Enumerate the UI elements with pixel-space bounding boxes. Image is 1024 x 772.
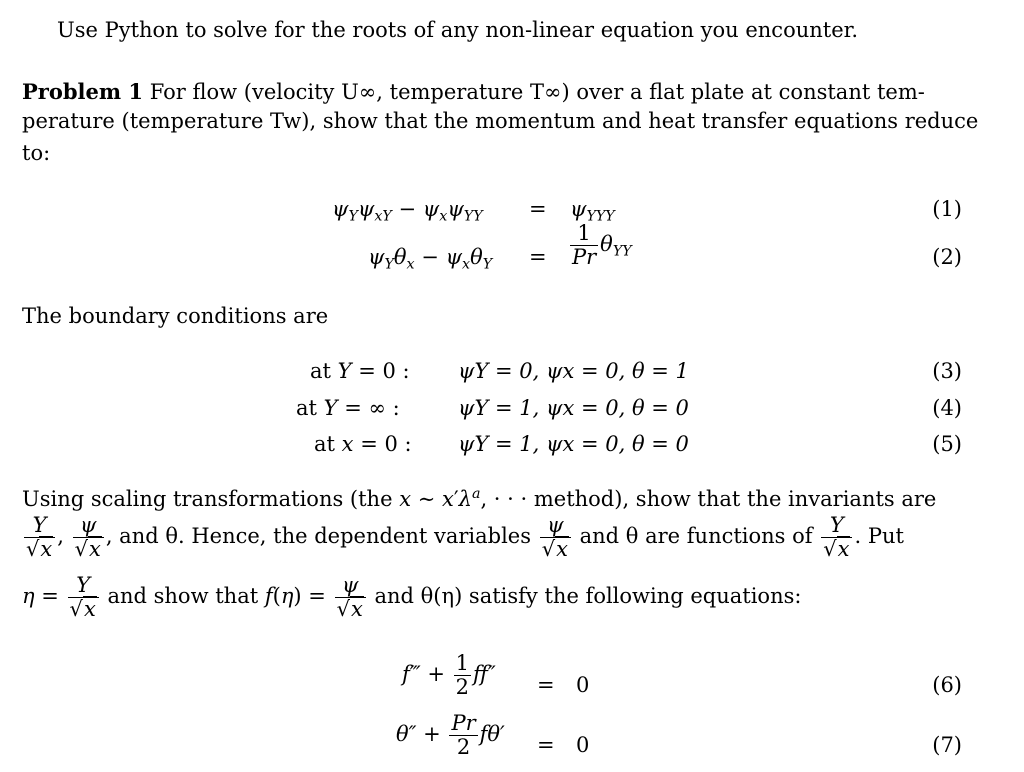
equation-2-frac-den: Pr bbox=[572, 245, 597, 270]
problem-line-2: perature (temperature Tw), show that the momentum and heat transfer equations reduce bbox=[22, 109, 979, 133]
equation-1-rhs: $\psi_{YYY}$ bbox=[570, 197, 615, 225]
equation-2-number: (2) bbox=[932, 245, 962, 269]
bc-2-condition: ψY = 1, ψx = 0, θ = 0 bbox=[458, 396, 689, 420]
bc-1-number: (3) bbox=[932, 359, 962, 383]
problem-line-3: to: bbox=[22, 141, 51, 165]
equation-6-lhs: f‴ + $\frac{1}{2}$ ff″ bbox=[402, 651, 496, 700]
equation-6-rhs: 0 bbox=[576, 673, 590, 697]
equation-1-number: (1) bbox=[932, 197, 962, 221]
bc-3-condition: ψY = 1, ψx = 0, θ = 0 bbox=[458, 432, 689, 456]
equation-7-lhs: θ″ + $\frac{Pr}{2}$ fθ′ bbox=[396, 711, 505, 760]
equation-1-lhs: $\psi_Y\psi_{xY} - \psi_x\psi_{YY}$ bbox=[332, 197, 483, 225]
bc-3-number: (5) bbox=[932, 432, 962, 456]
bc-2-location: at Y = ∞ : bbox=[296, 396, 400, 420]
equation-7-rhs: 0 bbox=[576, 733, 590, 757]
bc-2-number: (4) bbox=[932, 396, 962, 420]
intro-text: Use Python to solve for the roots of any non-linear equation you encounter. bbox=[57, 18, 859, 42]
equation-7-frac-den: 2 bbox=[456, 735, 471, 760]
problem-text-1: For flow (velocity U∞, temperature T∞) over a flat plate at constant tem- bbox=[149, 80, 925, 104]
equation-6-frac-den: 2 bbox=[455, 675, 470, 700]
equation-6-frac-num: 1 bbox=[455, 651, 470, 675]
equation-6-number: (6) bbox=[932, 673, 962, 697]
bc-1-condition: ψY = 0, ψx = 0, θ = 1 bbox=[458, 359, 689, 383]
equation-6-equals: = bbox=[537, 673, 555, 697]
boundary-conditions-intro: The boundary conditions are bbox=[22, 304, 329, 328]
scaling-line-3: η = $\frac{Y}{√x}$ and show that f(η) = $\frac{\psi}{√x}$ and θ(η) satisfy the following equations: bbox=[22, 573, 802, 622]
problem-label: Problem 1 bbox=[22, 79, 144, 104]
equation-2-frac-num: 1 bbox=[570, 222, 598, 246]
bc-1-location: at Y = 0 : bbox=[310, 359, 410, 383]
equation-7-number: (7) bbox=[932, 733, 962, 757]
equation-2-lhs: $\psi_Y\theta_x - \psi_x\theta_Y$ bbox=[368, 245, 493, 273]
equation-1-equals: = bbox=[529, 197, 547, 221]
equation-2-equals: = bbox=[529, 245, 547, 269]
equation-7-equals: = bbox=[537, 733, 555, 757]
problem-line-1 bbox=[22, 78, 925, 106]
bc-3-location: at x = 0 : bbox=[314, 432, 412, 456]
scaling-line-1: Using scaling transformations (the x ∼ $x'\lambda^a$, · · · method), show that the invariants are bbox=[22, 486, 937, 511]
scaling-line-2: $\frac{Y}{√x}$ , $\frac{\psi}{√x}$ , and θ. Hence, the dependent variables $\frac{\psi}{√x}$ and θ are functions of $\frac{Y}{√x}$ . Put bbox=[26, 513, 904, 562]
equation-2-rhs: $\frac{1}{Pr}$ $\theta_{YY}$ bbox=[572, 221, 632, 270]
equation-7-frac-num: Pr bbox=[451, 711, 476, 735]
